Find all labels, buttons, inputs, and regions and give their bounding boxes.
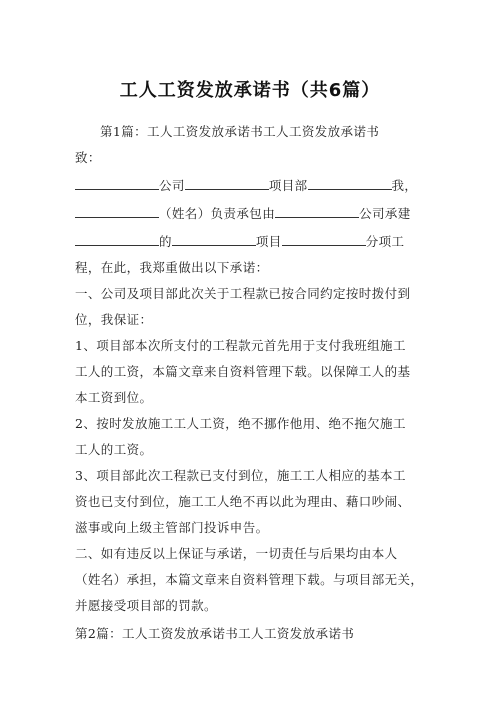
blank-field[interactable] bbox=[75, 234, 159, 246]
fill-text: 项目 bbox=[255, 234, 282, 249]
body-line: 滋事或向上级主管部门投诉申告。 bbox=[75, 520, 269, 535]
body-line: 3、项目部此次工程款已支付到位，施工工人相应的基本工 bbox=[75, 468, 406, 483]
blank-field[interactable] bbox=[185, 178, 269, 190]
body-line: 1、项目部本次所支付的工程款元首先用于支付我班组施工 bbox=[75, 338, 406, 353]
body-line: 资也已支付到位，施工工人绝不再以此为理由、藉口吵闹、 bbox=[75, 494, 411, 509]
blank-field[interactable] bbox=[282, 234, 366, 246]
body-line: 并愿接受项目部的罚款。 bbox=[75, 598, 217, 613]
document-title: 工人工资发放承诺书（共6篇） bbox=[119, 80, 381, 101]
blank-field[interactable] bbox=[275, 206, 359, 218]
body-line: 程，在此，我郑重做出以下承诺： bbox=[75, 260, 269, 275]
fill-line-2 bbox=[75, 206, 435, 222]
body-line: 2、按时发放施工工人工资，绝不挪作他用、绝不拖欠施工 bbox=[75, 416, 406, 431]
blank-field[interactable] bbox=[75, 178, 159, 190]
blank-field[interactable] bbox=[308, 178, 392, 190]
fill-text: 公司承建 bbox=[359, 206, 411, 221]
fill-text: 分项工 bbox=[365, 234, 405, 249]
fill-text: 的 bbox=[159, 234, 172, 249]
body-line: 二、如有违反以上保证与承诺，一切责任与后果均由本人 bbox=[75, 546, 398, 561]
fill-text: （姓名）负责承包由 bbox=[159, 206, 276, 221]
fill-line-1 bbox=[75, 178, 435, 194]
fill-text: 我， bbox=[391, 178, 418, 193]
body-line: 工人的工资，本篇文章来自资料管理下载。以保障工人的基 bbox=[75, 364, 411, 379]
fill-text: 项目部 bbox=[268, 178, 308, 193]
section-heading-2: 第2篇：工人工资发放承诺书工人工资发放承诺书 bbox=[75, 626, 355, 641]
body-line: 本工资到位。 bbox=[75, 390, 153, 405]
body-line: （姓名）承担，本篇文章来自资料管理下载。与项目部无关， bbox=[75, 572, 424, 587]
salutation: 致： bbox=[75, 150, 101, 165]
body-line: 工人的工资。 bbox=[75, 442, 153, 457]
fill-line-3 bbox=[75, 234, 435, 250]
body-line: 一、公司及项目部此次关于工程款已按合同约定按时拨付到 bbox=[75, 286, 411, 301]
body-line: 位，我保证： bbox=[75, 312, 153, 327]
blank-field[interactable] bbox=[75, 206, 159, 218]
fill-text: 公司 bbox=[159, 178, 185, 193]
section-heading-1: 第1篇：工人工资发放承诺书工人工资发放承诺书 bbox=[100, 124, 380, 139]
blank-field[interactable] bbox=[172, 234, 256, 246]
